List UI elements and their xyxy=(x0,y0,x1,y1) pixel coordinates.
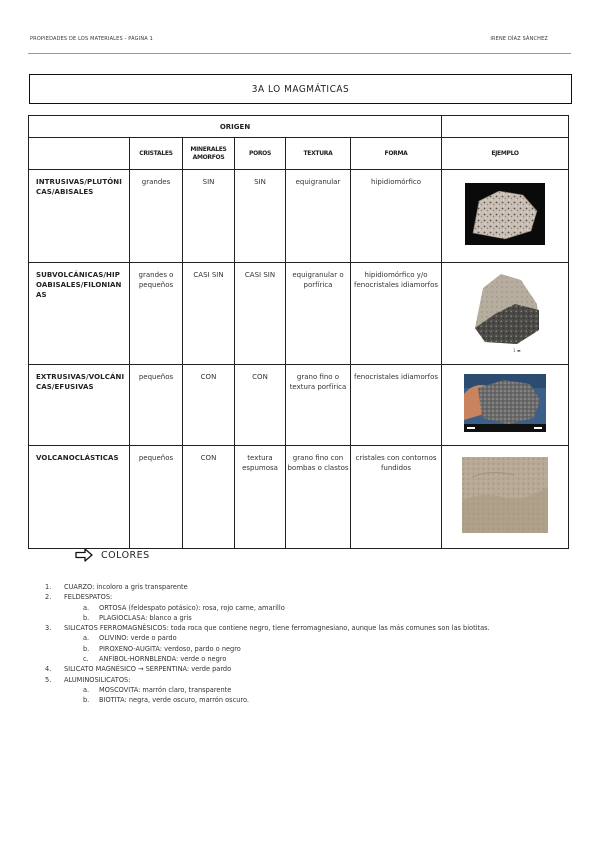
list-item-text: SILICATOS FERROMAGNÉSICOS: toda roca que contiene negro, tiene ferromagnesiano, aunque las más comunes son las biotitas. xyxy=(64,624,490,633)
colores-label: COLORES xyxy=(101,549,150,561)
sub-list-item-letter: a. xyxy=(83,634,90,643)
sub-list-item-letter: b. xyxy=(83,696,90,705)
cell-forma: hipidiomórfico y/o fenocristales idiamorfos xyxy=(351,263,442,365)
cell-cristales: grandes xyxy=(130,170,183,263)
list-item-text: FELDESPATOS: xyxy=(64,593,113,602)
sub-list-item xyxy=(45,644,490,654)
sub-list-item-text: OLIVINO: verde o pardo xyxy=(99,634,177,643)
example-photo-cell xyxy=(442,170,569,263)
header-divider xyxy=(28,53,571,54)
sub-list-item-letter: b. xyxy=(83,644,90,653)
colores-heading xyxy=(75,548,150,562)
cell-poros: CON xyxy=(235,365,286,446)
cell-cristales: pequeños xyxy=(130,446,183,549)
sub-list-item-text: MOSCOVITA: marrón claro, transparente xyxy=(99,685,232,694)
row-name: SUBVOLCÁNICAS/HIPOABISALES/FILONIANAS xyxy=(29,263,130,365)
cell-poros: SIN xyxy=(235,170,286,263)
example-photo-cell xyxy=(442,263,569,365)
sub-list-item xyxy=(45,695,490,705)
sub-list-item xyxy=(45,613,490,623)
list-item xyxy=(45,664,490,674)
cell-forma: fenocristales idiamorfos xyxy=(351,365,442,446)
cell-textura: grano fino o textura porfírica xyxy=(286,365,351,446)
sub-list-item-text: ANFÍBOL-HORNBLENDA: verde o negro xyxy=(99,655,227,664)
cell-minerales: CON xyxy=(183,365,235,446)
page-header-left: PROPIEDADES DE LOS MATERIALES - PÁGINA 1 xyxy=(30,36,153,42)
sub-list-item-text: BIOTITA: negra, verde oscuro, marrón oscuro. xyxy=(99,696,249,705)
list-item-number: 4. xyxy=(45,665,52,674)
list-item xyxy=(45,582,490,592)
cell-poros: textura espumosa xyxy=(235,446,286,549)
list-item-number: 2. xyxy=(45,593,52,602)
cell-forma: cristales con contornos fundidos xyxy=(351,446,442,549)
row-name: EXTRUSIVAS/VOLCÁNICAS/EFUSIVAS xyxy=(29,365,130,446)
sub-list-item-text: PIROXENO-AUGITA: verdoso, pardo o negro xyxy=(99,644,241,653)
col-header-textura: TEXTURA xyxy=(286,138,351,170)
row-name: VOLCANOCLÁSTICAS xyxy=(29,446,130,549)
cell-textura: equigranular o porfírica xyxy=(286,263,351,365)
col-header-ejemplo: EJEMPLO xyxy=(442,138,569,170)
list-item-number: 5. xyxy=(45,675,52,684)
sub-list-item-letter: b. xyxy=(83,613,90,622)
cell-textura: equigranular xyxy=(286,170,351,263)
tuff-rock-image xyxy=(462,457,548,533)
example-photo-cell xyxy=(442,446,569,549)
magmatic-rocks-table xyxy=(28,115,569,549)
svg-text:1 ▬: 1 ▬ xyxy=(513,347,521,353)
col-header-minerales: MINERALES AMORFOS xyxy=(183,138,235,170)
sub-list-item xyxy=(45,654,490,664)
col-header-cristales: CRISTALES xyxy=(130,138,183,170)
sub-list-item-text: PLAGIOCLASA: blanco a gris xyxy=(99,613,192,622)
sub-list-item xyxy=(45,633,490,643)
sub-list-item-letter: a. xyxy=(83,603,90,612)
basalt-rock-image xyxy=(464,374,546,432)
origin-header-blank xyxy=(442,116,569,138)
cell-cristales: grandes o pequeños xyxy=(130,263,183,365)
col-header-blank xyxy=(29,138,130,170)
example-photo-cell xyxy=(442,365,569,446)
list-item xyxy=(45,675,490,685)
list-item xyxy=(45,623,490,633)
porphyry-rock-image xyxy=(465,270,545,354)
origin-header: ORIGEN xyxy=(29,116,442,138)
table-row xyxy=(29,263,569,365)
sub-list-item xyxy=(45,685,490,695)
table-row xyxy=(29,365,569,446)
row-name: INTRUSIVAS/PLUTÓNICAS/ABISALES xyxy=(29,170,130,263)
cell-forma: hipidiomórfico xyxy=(351,170,442,263)
sub-list-item-letter: a. xyxy=(83,685,90,694)
list-item-text: ALUMINOSILICATOS: xyxy=(64,675,131,684)
list-item-text: CUARZO: incoloro a gris transparente xyxy=(64,583,188,591)
list-item-text: SILICATO MAGNÉSICO → SERPENTINA: verde pardo xyxy=(64,665,232,674)
colores-list xyxy=(45,582,490,706)
cell-cristales: pequeños xyxy=(130,365,183,446)
list-item-number: 3. xyxy=(45,624,52,633)
arrow-right-icon xyxy=(75,548,93,562)
page-header-author: IRENE DÍAZ SÁNCHEZ xyxy=(490,36,548,42)
cell-poros: CASI SIN xyxy=(235,263,286,365)
list-item xyxy=(45,592,490,602)
granite-rock-image xyxy=(465,183,545,245)
table-row xyxy=(29,170,569,263)
cell-minerales: CON xyxy=(183,446,235,549)
section-title: 3A LO MAGMÁTICAS xyxy=(29,74,572,104)
cell-minerales: SIN xyxy=(183,170,235,263)
cell-textura: grano fino con bombas o clastos xyxy=(286,446,351,549)
col-header-forma: FORMA xyxy=(351,138,442,170)
cell-minerales: CASI SIN xyxy=(183,263,235,365)
sub-list-item-letter: c. xyxy=(83,655,89,664)
sub-list-item xyxy=(45,603,490,613)
col-header-poros: POROS xyxy=(235,138,286,170)
list-item-number: 1. xyxy=(45,583,52,591)
sub-list-item-text: ORTOSA (feldespato potásico): rosa, rojo carne, amarillo xyxy=(99,603,285,612)
table-row xyxy=(29,446,569,549)
